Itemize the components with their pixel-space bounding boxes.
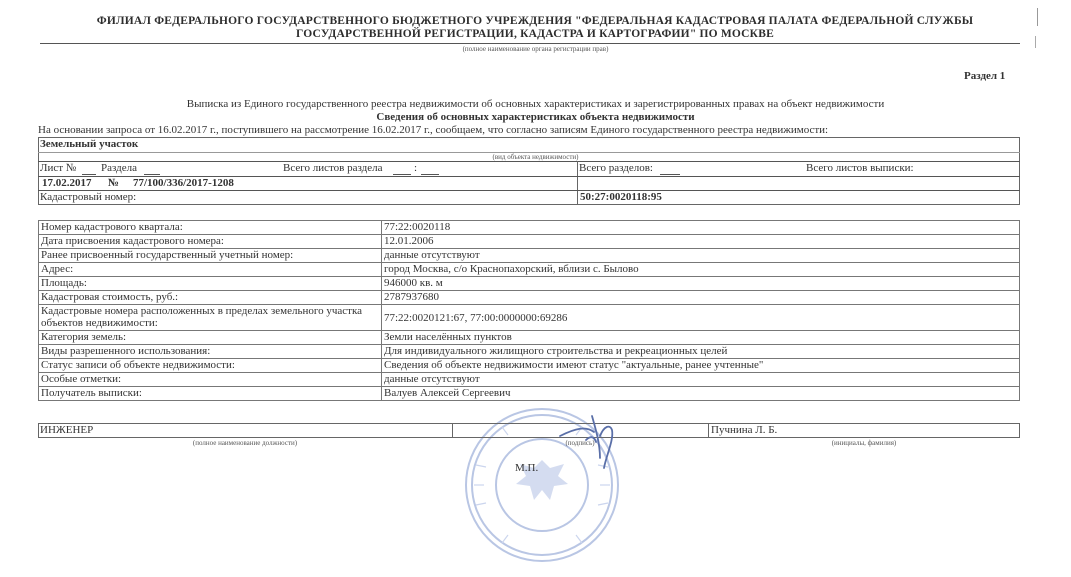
characteristics-table — [38, 220, 1020, 401]
table-row — [39, 249, 1020, 263]
section-number-label: Раздела — [101, 162, 137, 174]
row-label: Виды разрешенного использования: — [39, 345, 382, 359]
handwritten-signature — [556, 396, 626, 472]
row-value: данные отсутствуют — [382, 373, 1020, 387]
row-label: Кадастровые номера расположенных в пределах земельного участка объектов недвижимости: — [39, 305, 382, 331]
row-value: Валуев Алексей Сергеевич — [382, 387, 1020, 401]
table-row — [39, 291, 1020, 305]
signature-divider-1 — [452, 423, 453, 438]
position-caption: (полное наименование должности) — [192, 439, 298, 447]
row-label: Адрес: — [39, 263, 382, 277]
row-value: Для индивидуального жилищного строительства и рекреационных целей — [382, 345, 1020, 359]
total-sections-label: Всего разделов: — [579, 162, 653, 174]
total-sheets-label: Всего листов раздела — [283, 162, 383, 174]
row-value: город Москва, с/о Краснопахорский, вблизи с. Былово — [382, 263, 1020, 277]
row-value: Земли населённых пунктов — [382, 331, 1020, 345]
table-row — [39, 263, 1020, 277]
name-caption: (инициалы, фамилия) — [831, 439, 897, 447]
org-name-line1: ФИЛИАЛ ФЕДЕРАЛЬНОГО ГОСУДАРСТВЕННОГО БЮДЖЕТНОГО УЧРЕЖДЕНИЯ "ФЕДЕРАЛЬНАЯ КАДАСТРОВАЯ ПАЛАТА ФЕДЕРАЛЬНОЙ СЛУЖБЫ — [96, 15, 974, 27]
cadastral-number-label: Кадастровый номер: — [40, 191, 137, 203]
row-label: Получатель выписки: — [39, 387, 382, 401]
section-number-blank — [144, 174, 160, 175]
stamp-place-label: М.П. — [515, 462, 539, 474]
sheet-number-label: Лист № — [40, 162, 77, 174]
org-name-line2: ГОСУДАРСТВЕННОЙ РЕГИСТРАЦИИ, КАДАСТРА И КАРТОГРАФИИ" ПО МОСКВЕ — [296, 28, 774, 40]
extract-subtitle: Сведения об основных характеристиках объекта недвижимости — [376, 111, 695, 123]
total-sheets-value-blank — [421, 174, 439, 175]
signer-name: Пучнина Л. Б. — [711, 424, 778, 436]
row-label: Статус записи об объекте недвижимости: — [39, 359, 382, 373]
signature-box — [38, 423, 1020, 438]
row-label: Площадь: — [39, 277, 382, 291]
table-row — [39, 373, 1020, 387]
sheet-number-blank — [82, 174, 96, 175]
row-value: 946000 кв. м — [382, 277, 1020, 291]
table-row — [39, 387, 1020, 401]
section-label: Раздел 1 — [964, 70, 1006, 82]
table-row — [39, 221, 1020, 235]
row-value: данные отсутствуют — [382, 249, 1020, 263]
total-sections-blank — [660, 174, 680, 175]
object-type-caption: (вид объекта недвижимости) — [492, 153, 579, 161]
total-extract-label: Всего листов выписки: — [806, 162, 914, 174]
row-label: Дата присвоения кадастрового номера: — [39, 235, 382, 249]
row-label: Кадастровая стоимость, руб.: — [39, 291, 382, 305]
header-underline — [40, 43, 1020, 44]
org-name-caption: (полное наименование органа регистрации прав) — [462, 45, 609, 53]
table-row — [39, 305, 1020, 331]
row-value: 12.01.2006 — [382, 235, 1020, 249]
extract-date: 17.02.2017 — [42, 177, 92, 189]
row-value: 2787937680 — [382, 291, 1020, 305]
row-label: Категория земель: — [39, 331, 382, 345]
extract-number-label: № — [108, 177, 120, 189]
table-row — [39, 359, 1020, 373]
row-label: Номер кадастрового квартала: — [39, 221, 382, 235]
extract-title: Выписка из Единого государственного реестра недвижимости об основных характеристиках и зарегистрированных правах на объект недвижимости — [186, 98, 885, 110]
row-label: Особые отметки: — [39, 373, 382, 387]
object-vertical-divider — [577, 161, 578, 205]
signer-position: ИНЖЕНЕР — [40, 424, 94, 436]
table-row — [39, 331, 1020, 345]
cadastral-number: 50:27:0020118:95 — [580, 191, 662, 203]
signature-divider-2 — [708, 423, 709, 438]
table-row — [39, 345, 1020, 359]
object-divider-3 — [38, 190, 1020, 191]
margin-mark — [1035, 36, 1036, 48]
row-value: 77:22:0020118 — [382, 221, 1020, 235]
extract-number: 77/100/336/2017-1208 — [133, 177, 234, 189]
row-value: 77:22:0020121:67, 77:00:0000000:69286 — [382, 305, 1020, 331]
margin-mark — [1037, 8, 1038, 26]
total-sheets-blank — [393, 174, 411, 175]
total-sheets-colon: : — [414, 162, 418, 174]
table-row — [39, 235, 1020, 249]
signature-caption: (подпись) — [565, 439, 595, 447]
row-value: Сведения об объекте недвижимости имеют статус "актуальные, ранее учтенные" — [382, 359, 1020, 373]
row-label: Ранее присвоенный государственный учетный номер: — [39, 249, 382, 263]
request-basis-text: На основании запроса от 16.02.2017 г., поступившего на рассмотрение 16.02.2017 г., сообщаем, что согласно записям Единого государственного реестра недвижимости: — [38, 124, 829, 136]
object-type: Земельный участок — [40, 138, 139, 150]
table-row — [39, 277, 1020, 291]
